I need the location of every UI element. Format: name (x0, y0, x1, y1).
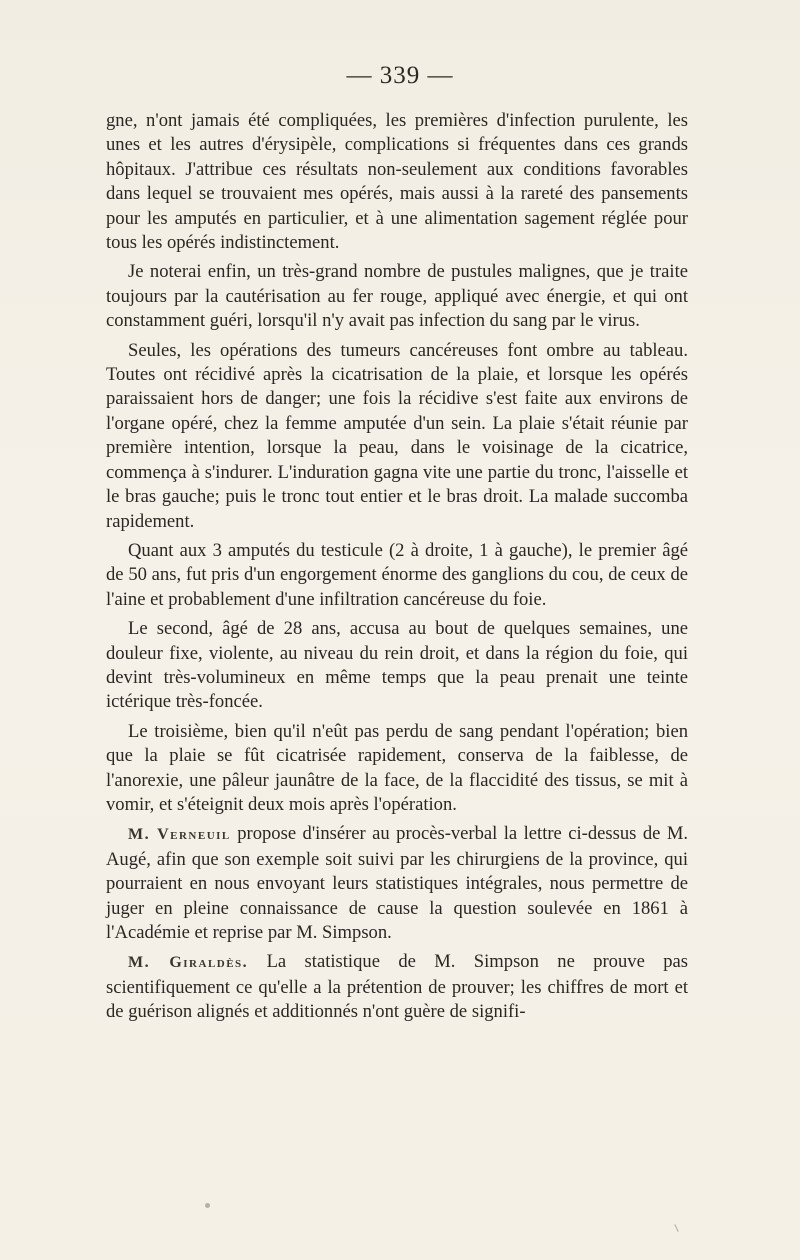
paragraph (106, 339, 688, 534)
paragraph (106, 720, 688, 818)
paragraph (106, 260, 688, 333)
body-text (106, 109, 688, 1030)
page-number: — 339 — (346, 62, 454, 89)
paragraph-text: gne, n'ont jamais été compliquées, les premières d'infection purulente, les unes et les autres d'érysipèle, complications si fréquentes dans ces grands hôpitaux. J'attribue ces résultats non-seulement aux conditions favorables dans lequel se trouvaient mes opérés, mais aussi à la rareté des pansements pour les amputés en particulier, et à une alimentation sagement réglée pour tous les opérés indistinctement. (106, 110, 688, 254)
speaker-name: M. Giraldès. (128, 954, 249, 972)
paragraph (106, 539, 688, 612)
paragraph-text: propose d'insérer au procès-verbal la lettre ci-dessus de M. Augé, afin que son exemple soit suivi par les chirurgiens de la province, qui pourraient en nous envoyant leurs statistiques intégrales, nous permettre de juger en pleine connaissance de cause la question soulevée en 1861 à l'Académie et reprise par M. Simpson. (106, 823, 688, 943)
paragraph-verneuil (106, 822, 688, 945)
paragraph-text: Seules, les opérations des tumeurs cancéreuses font ombre au tableau. Toutes ont récidivé après la cicatrisation de la plaie, et lorsque les opérés paraissaient hors de danger; une fois la récidive s'est faite aux environs de l'organe opéré, chez la femme amputée d'un sein. La plaie s'était réunie par première intention, lorsque la peau, dans le voisinage de la cicatrice, commença à s'indurer. L'induration gagna vite une partie du tronc, l'aisselle et le bras gauche; puis le tronc tout entier et le bras droit. La malade succomba rapidement. (106, 339, 688, 532)
ink-spot (205, 1203, 210, 1208)
paragraph-giraldes (106, 950, 688, 1024)
paragraph-text: Quant aux 3 amputés du testicule (2 à droite, 1 à gauche), le premier âgé de 50 ans, fut pris d'un engorgement énorme des ganglions du cou, de ceux de l'aine et probablement d'une infiltration cancéreuse du foie. (106, 539, 688, 610)
paper-mark (674, 1224, 678, 1232)
paragraph-text: La statistique de M. Simpson ne prouve pas scientifiquement ce qu'elle a la prétention de prouver; les chiffres de mort et de guérison alignés et additionnés n'ont guère de signifi- (106, 951, 688, 1023)
speaker-name: M. Verneuil (128, 826, 231, 844)
paragraph (106, 109, 688, 255)
paragraph (106, 617, 688, 715)
paragraph-text: Je noterai enfin, un très-grand nombre de pustules malignes, que je traite toujours par la cautérisation au fer rouge, appliqué avec énergie, et qui ont constamment guéri, lorsqu'il n'y avait pas infection du sang par le virus. (106, 261, 688, 332)
paragraph-text: Le troisième, bien qu'il n'eût pas perdu de sang pendant l'opération; bien que la plaie se fût cicatrisée rapidement, conserva de la faiblesse, de l'anorexie, une pâleur jaunâtre de la face, de la flaccidité des tissus, se mit à vomir, et s'éteignit deux mois après l'opération. (106, 720, 688, 815)
paragraph-text: Le second, âgé de 28 ans, accusa au bout de quelques semaines, une douleur fixe, violente, au niveau du rein droit, et dans la région du foie, qui devint très-volumineux en même temps que la peau prenait une teinte ictérique très-foncée. (106, 618, 688, 713)
